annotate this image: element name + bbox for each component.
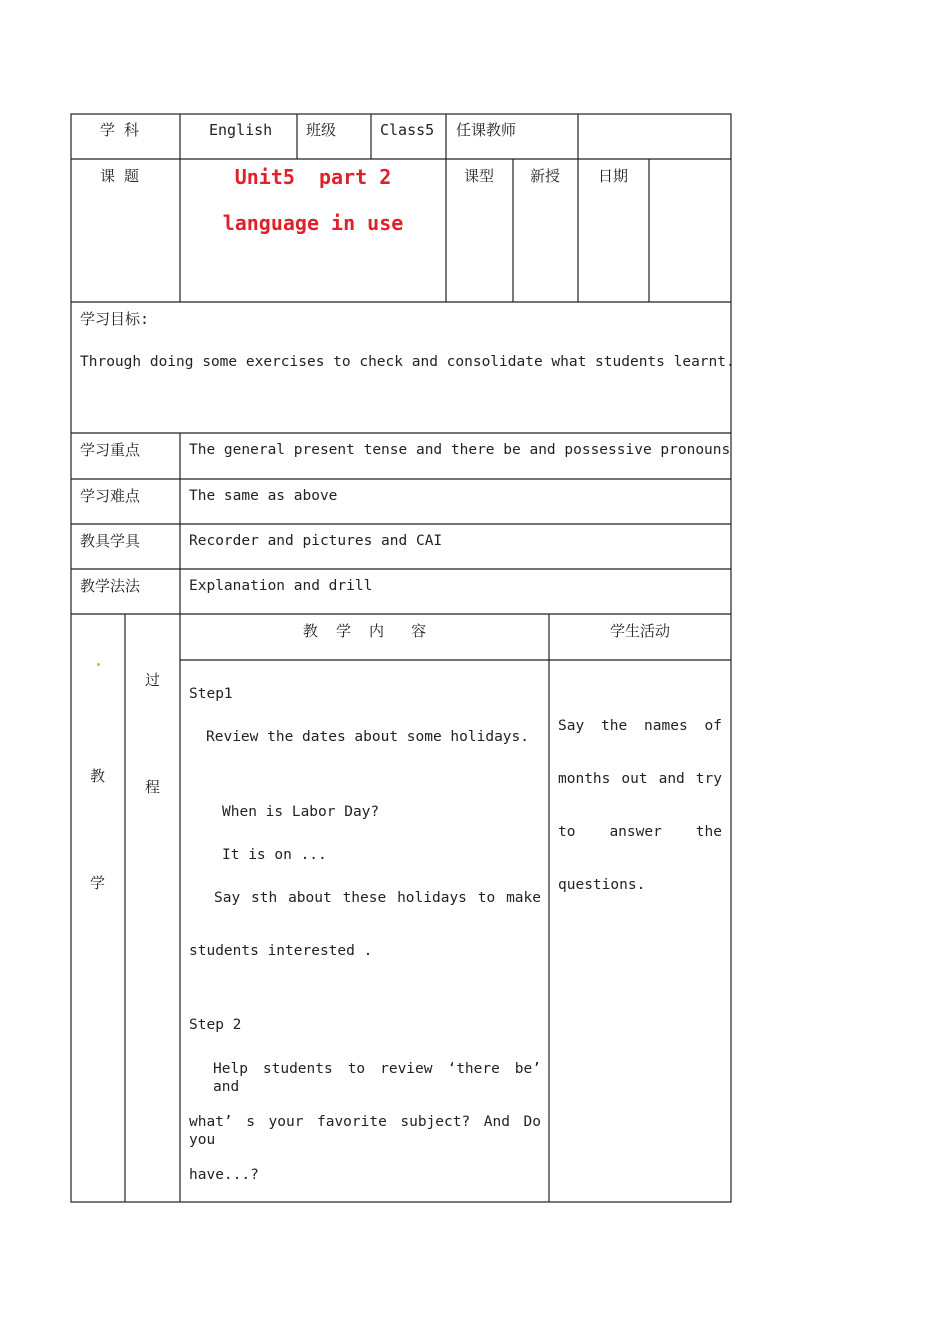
process-side-char-2: 学 <box>90 874 106 892</box>
process-side-char-4: 程 <box>145 778 161 796</box>
bullet-dot-icon <box>97 663 100 666</box>
process-side-char-1: 教 <box>90 767 106 785</box>
objectives-text: Through doing some exercises to check and consolidate what students learnt. <box>80 354 735 370</box>
topic-label: 课 题 <box>100 167 140 185</box>
activity-line-1: Say the names of <box>558 718 722 734</box>
content-line-4: It is on ... <box>222 847 327 863</box>
topic-title-line1: Unit5 part 2 <box>234 165 392 189</box>
activity-header: 学生活动 <box>609 622 670 640</box>
class-value: Class5 <box>380 121 435 139</box>
content-line-2: Review the dates about some holidays. <box>206 729 530 745</box>
content-line-8: Help students to review ‘there be’ and <box>213 1061 541 1095</box>
content-line-5: Say sth about these holidays to make <box>214 890 541 906</box>
tools-label: 教具学具 <box>80 532 141 550</box>
content-line-10: have...? <box>189 1167 259 1183</box>
class-label: 班级 <box>306 121 337 139</box>
content-header: 教 学 内 容 <box>302 622 427 640</box>
date-label: 日期 <box>598 167 629 185</box>
difficulties-text: The same as above <box>189 488 338 504</box>
subject-value: English <box>209 121 273 139</box>
difficulties-label: 学习难点 <box>80 487 141 505</box>
process-side-char-3: 过 <box>145 671 161 689</box>
objectives-label: 学习目标: <box>80 310 150 328</box>
subject-label: 学 科 <box>100 121 140 139</box>
content-line-7: Step 2 <box>189 1017 242 1033</box>
content-line-3: When is Labor Day? <box>222 804 380 820</box>
topic-title-line2: language in use <box>222 211 404 235</box>
content-line-9: what’ s your favorite subject? And Do you <box>189 1114 541 1148</box>
activity-line-3: to answer the <box>558 824 722 840</box>
activity-line-4: questions. <box>558 877 646 893</box>
activity-line-2: months out and try <box>558 771 722 787</box>
method-label: 教学法法 <box>80 577 141 595</box>
content-line-1: Step1 <box>189 686 233 702</box>
method-text: Explanation and drill <box>189 578 373 594</box>
type-value: 新授 <box>530 167 561 185</box>
content-line-6: students interested . <box>189 943 373 959</box>
key-points-label: 学习重点 <box>80 441 141 459</box>
tools-text: Recorder and pictures and CAI <box>189 533 443 549</box>
key-points-text: The general present tense and there be and possessive pronouns <box>189 442 731 458</box>
type-label: 课型 <box>464 167 495 185</box>
teacher-label: 任课教师 <box>456 121 517 139</box>
